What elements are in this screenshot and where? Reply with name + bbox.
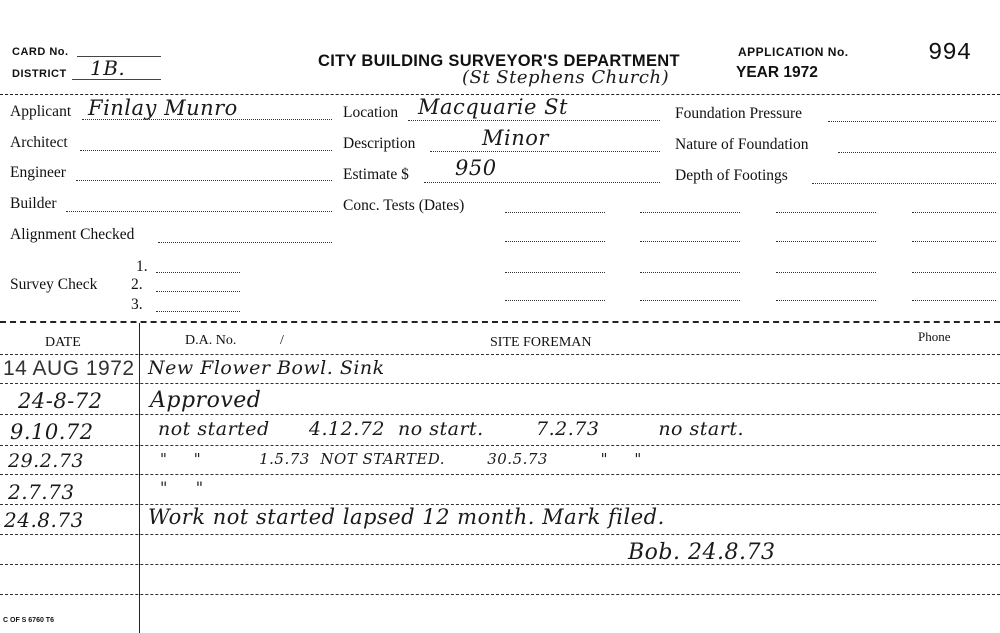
table-row-entry: New Flower Bowl. Sink <box>148 357 385 379</box>
da-slash: / <box>280 333 284 348</box>
conc-tests-label: Conc. Tests (Dates) <box>343 197 465 214</box>
estimate-value: 950 <box>455 156 497 180</box>
application-label: APPLICATION No. <box>738 45 849 59</box>
estimate-label: Estimate $ <box>343 166 409 183</box>
table-row-entry: " " <box>160 478 204 497</box>
date-column-divider <box>139 323 140 633</box>
department-title: CITY BUILDING SURVEYOR'S DEPARTMENT <box>318 52 680 70</box>
form-code: C OF S 6760 T6 <box>3 617 54 624</box>
application-number: 994 <box>928 40 972 67</box>
table-row-date: 24-8-72 <box>18 389 103 413</box>
survey-num-3: 3. <box>131 296 143 313</box>
district-label: DISTRICT <box>12 68 67 80</box>
builder-label: Builder <box>10 195 57 212</box>
applicant-label: Applicant <box>10 103 72 120</box>
date-header: DATE <box>45 335 81 350</box>
survey-check-label: Survey Check <box>10 276 98 293</box>
conc-line-4c <box>776 300 876 301</box>
applicant-value: Finlay Munro <box>88 96 238 120</box>
church-note: (St Stephens Church) <box>462 67 670 88</box>
conc-line-2d <box>912 241 996 242</box>
table-row-date: 14 AUG 1972 <box>3 357 135 380</box>
table-row-entry: Approved <box>150 388 262 413</box>
row-line-0 <box>0 354 1000 355</box>
row-line-7 <box>0 564 1000 565</box>
site-foreman-header: SITE FOREMAN <box>490 335 592 350</box>
table-row-entry: Work not started lapsed 12 month. Mark filed. <box>148 505 665 529</box>
foundation-pressure-line <box>828 121 996 122</box>
conc-line-2b <box>640 241 740 242</box>
conc-line-2a <box>505 241 605 242</box>
location-label: Location <box>343 104 399 121</box>
conc-line-2c <box>776 241 876 242</box>
conc-line-3d <box>912 272 996 273</box>
conc-line-3c <box>776 272 876 273</box>
row-line-2 <box>0 414 1000 415</box>
location-line <box>408 120 660 121</box>
conc-line-4d <box>912 300 996 301</box>
district-value: 1B. <box>90 56 126 80</box>
description-value: Minor <box>482 126 549 150</box>
engineer-label: Engineer <box>10 164 66 181</box>
depth-footings-label: Depth of Footings <box>675 167 788 184</box>
table-top-divider <box>0 321 1000 323</box>
survey-num-1: 1. <box>136 258 148 275</box>
description-line <box>430 151 660 152</box>
builder-line <box>66 211 332 212</box>
card-no-label: CARD No. <box>12 46 69 58</box>
conc-line-3b <box>640 272 740 273</box>
location-value: Macquarie St <box>418 95 568 119</box>
conc-line-3a <box>505 272 605 273</box>
alignment-label: Alignment Checked <box>10 226 135 243</box>
nature-foundation-line <box>838 152 996 153</box>
table-row-entry: " " 1.5.73 NOT STARTED. 30.5.73 " " <box>160 450 642 468</box>
survey-num-2: 2. <box>131 276 143 293</box>
row-line-1 <box>0 383 1000 384</box>
table-row-date: 2.7.73 <box>8 480 75 504</box>
row-line-4 <box>0 474 1000 475</box>
row-line-6 <box>0 534 1000 535</box>
conc-line-4a <box>505 300 605 301</box>
signature: Bob. 24.8.73 <box>628 540 776 565</box>
description-label: Description <box>343 135 416 152</box>
architect-line <box>80 150 332 151</box>
conc-line-1c <box>776 212 876 213</box>
row-line-3 <box>0 445 1000 446</box>
engineer-line <box>76 180 332 181</box>
nature-foundation-label: Nature of Foundation <box>675 136 809 153</box>
year-label: YEAR 1972 <box>736 64 818 81</box>
foundation-pressure-label: Foundation Pressure <box>675 105 803 122</box>
alignment-line <box>158 242 332 243</box>
conc-line-4b <box>640 300 740 301</box>
table-row-date: 29.2.73 <box>8 450 85 472</box>
conc-line-1a <box>505 212 605 213</box>
phone-header: Phone <box>918 329 951 344</box>
row-line-8 <box>0 594 1000 595</box>
estimate-line <box>424 182 660 183</box>
conc-line-1d <box>912 212 996 213</box>
table-row-entry: not started 4.12.72 no start. 7.2.73 no start. <box>158 418 745 440</box>
da-header: D.A. No. <box>185 333 237 348</box>
conc-line-1b <box>640 212 740 213</box>
architect-label: Architect <box>10 134 68 151</box>
survey-line-3 <box>156 311 240 312</box>
survey-line-2 <box>156 291 240 292</box>
table-row-date: 9.10.72 <box>10 420 94 444</box>
table-row-date: 24.8.73 <box>4 508 84 532</box>
survey-line-1 <box>156 272 240 273</box>
depth-footings-line <box>812 183 996 184</box>
